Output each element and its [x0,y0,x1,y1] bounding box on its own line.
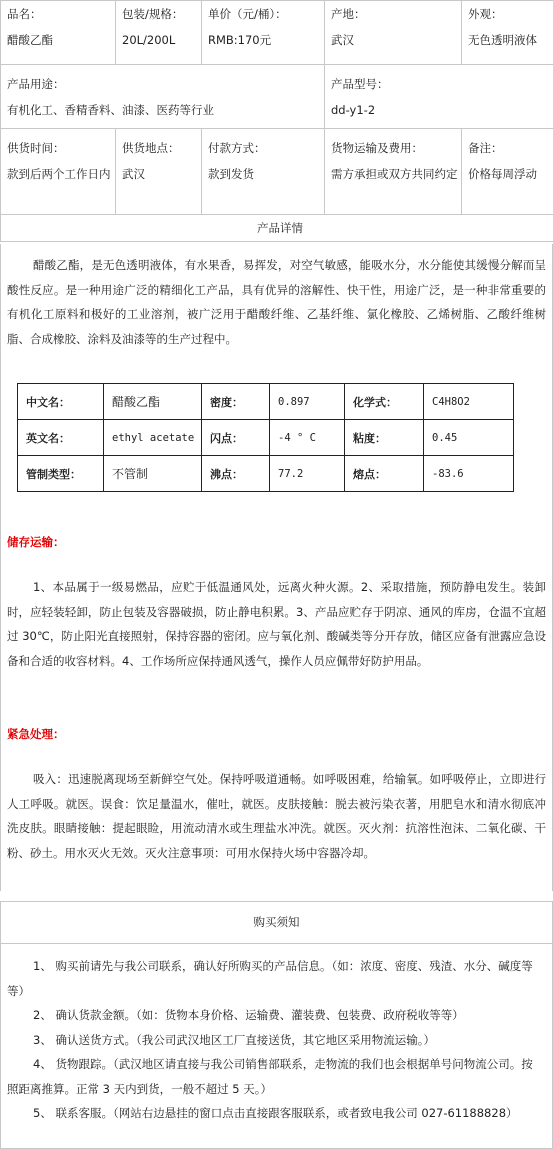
purchase-notice-item: 5、 联系客服。（网站右边悬挂的窗口点击直接跟客服联系，或者致电我公司 027-61188828） [33,1106,518,1120]
supply-time-value: 款到后两个工作日内 [7,167,111,181]
origin-value: 武汉 [331,33,354,47]
emergency-title: 紧急处理： [7,727,65,741]
pay-value: 款到发货 [208,167,254,181]
cell-price [202,1,325,65]
detail-title: 产品详情 [1,215,553,242]
cell-note [462,129,553,215]
note-label: 备注： [468,141,503,155]
intro-text: 醋酸乙酯，是无色透明液体，有水果香，易挥发，对空气敏感，能吸水分，水分能使其缓慢分解而呈酸性反应。是一种用途广泛的精细化工产品，具有优异的溶解性、快干性，用途广泛，是一种非常重要的有机化工原料和极好的工业溶剂，被广泛用于醋酸纤维、乙基纤维、氯化橡胶、乙烯树脂、乙酸纤维树脂、合成橡胶、涂料及油漆等的生产过程中。 [7,258,546,346]
purchase-notice-title: 购买须知 [1,902,552,944]
cell-supply-place [116,129,202,215]
flash-point-value: -4 ° C [270,420,345,456]
boiling-point-label: 沸点： [202,456,270,492]
en-name-label: 英文名： [18,420,104,456]
pack-label: 包装/规格： [122,7,184,21]
storage-title: 储存运输： [7,535,65,549]
cell-name [1,1,116,65]
name-label: 品名： [7,7,42,21]
storage-text: 1、本品属于一级易燃品，应贮于低温通风处，远离火种火源。2、采取措施，预防静电发生。装卸时，应轻装轻卸，防止包装及容器破损，防止静电积累。3、产品应贮存于阴凉、通风的库房，仓温不宜超过 30℃，防止阳光直接照射，保持容器的密闭。应与氧化剂、酸碱类等分开存放，储区应备有泄露应急设备和合适的收容材料。4、工作场所应保持通风透气，操作人员应佩带好防护用品。 [7,580,546,668]
density-value: 0.897 [270,384,345,420]
purchase-notice [0,901,553,1149]
cell-pack [116,1,202,65]
emergency-text: 吸入：迅速脱离现场至新鲜空气处。保持呼吸道通畅。如呼吸困难，给输氧。如呼吸停止，立即进行人工呼吸。就医。误食：饮足量温水，催吐，就医。皮肤接触：脱去被污染衣著，用肥皂水和清水彻底冲洗皮肤。眼睛接触：提起眼睑，用流动清水或生理盐水冲洗。就医。灭火剂：抗溶性泡沫、二氧化碳、干粉、砂土。用水灭火无效。灭火注意事项：可用水保持火场中容器冷却。 [7,772,546,860]
viscosity-value: 0.45 [424,420,514,456]
model-label: 产品型号： [331,77,389,91]
use-label: 产品用途： [7,77,65,91]
melting-point-label: 熔点： [345,456,424,492]
boiling-point-value: 77.2 [270,456,345,492]
name-value: 醋酸乙酯 [7,33,53,47]
cell-supply-time [1,129,116,215]
cn-name-label: 中文名： [18,384,104,420]
look-value: 无色透明液体 [468,33,537,47]
control-type-value: 不管制 [104,456,202,492]
purchase-notice-item: 4、 货物跟踪。（武汉地区请直接与我公司销售部联系，走物流的我们也会根据单号问物流公司。按照距离推算。正常 3 天内到货，一般不超过 5 天。） [7,1057,533,1096]
cell-model [325,65,553,129]
formula-value: C4H8O2 [424,384,514,420]
properties-table [17,383,514,492]
look-label: 外观： [468,7,503,21]
pay-label: 付款方式： [208,141,266,155]
supply-place-value: 武汉 [122,167,145,181]
product-detail [0,244,553,891]
cell-look [462,1,553,65]
note-value: 价格每周浮动 [468,167,537,181]
supply-place-label: 供货地点： [122,141,180,155]
purchase-notice-item: 2、 确认货款金额。（如：货物本身价格、运输费、灌装费、包装费、政府税收等等） [33,1008,464,1022]
pack-value: 20L/200L [122,33,176,47]
control-type-label: 管制类型： [18,456,104,492]
melting-point-value: -83.6 [424,456,514,492]
cell-ship [325,129,462,215]
formula-label: 化学式： [345,384,424,420]
cell-origin [325,1,462,65]
price-label: 单价（元/桶）： [208,7,287,21]
purchase-notice-item: 1、 购买前请先与我公司联系，确认好所购买的产品信息。（如：浓度、密度、残渣、水分、碱度等等） [7,959,533,998]
cell-use [1,65,325,129]
flash-point-label: 闪点： [202,420,270,456]
cn-name-value: 醋酸乙酯 [104,384,202,420]
price-value: RMB:170元 [208,33,272,47]
purchase-notice-item: 3、 确认送货方式。（我公司武汉地区工厂直接送货，其它地区采用物流运输。） [33,1032,435,1047]
purchase-notice-list [1,944,552,1126]
use-value: 有机化工、香精香料、油漆、医药等行业 [7,103,214,117]
model-value: dd-y1-2 [331,103,376,117]
product-info-table [0,0,553,242]
density-label: 密度： [202,384,270,420]
ship-label: 货物运输及费用： [331,141,423,155]
origin-label: 产地： [331,7,366,21]
ship-value: 需方承担或双方共同约定 [331,167,458,181]
supply-time-label: 供货时间： [7,141,65,155]
viscosity-label: 粘度： [345,420,424,456]
cell-pay [202,129,325,215]
en-name-value: ethyl acetate [104,420,202,456]
